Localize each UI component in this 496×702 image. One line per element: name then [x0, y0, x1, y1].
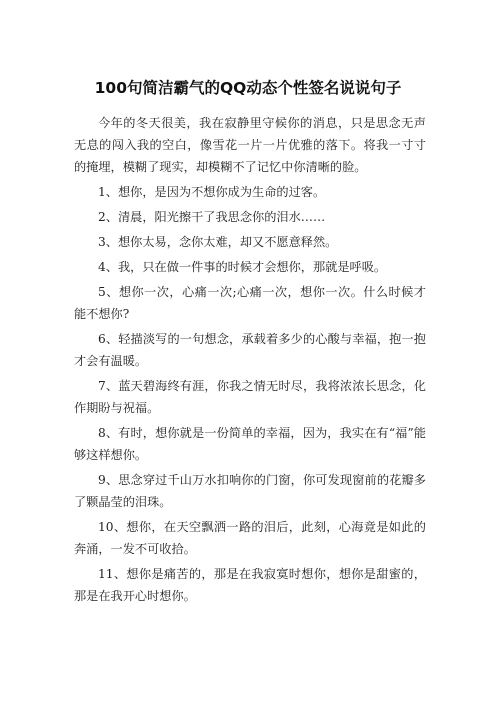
quote-paragraph: 2、清晨，阳光擦干了我思念你的泪水……	[98, 210, 326, 224]
quote-paragraph: 5、想你一次，心痛一次;心痛一次，想你一次。什么时候才能不想你?	[74, 285, 426, 321]
quote-paragraph: 10、想你，在天空飘洒一路的泪后，此刻，心海竟是如此的奔涌，一发不可收拾。	[74, 520, 426, 556]
document-body	[74, 112, 426, 610]
document-title: 100句简洁霸气的QQ动态个性签名说说句子	[94, 79, 402, 97]
quote-paragraph: 4、我，只在做一件事的时候才会想你，那就是呼吸。	[98, 260, 387, 274]
quote-paragraph: 1、想你，是因为不想你成为生命的过客。	[98, 185, 326, 199]
quote-paragraph: 9、思念穿过千山万水扣响你的门窗，你可发现窗前的花瓣多了颗晶莹的泪珠。	[74, 473, 426, 509]
quote-paragraph: 6、轻描淡写的一句想念，承载着多少的心酸与幸福，抱一抱才会有温暖。	[74, 332, 426, 368]
quote-paragraph: 7、蓝天碧海终有涯，你我之情无时尽，我将浓浓长思念，化作期盼与祝福。	[74, 379, 426, 415]
quote-paragraph: 3、想你太易，念你太难，却又不愿意释然。	[98, 235, 338, 249]
quote-paragraph: 8、有时，想你就是一份简单的幸福，因为，我实在有“福”能够这样想你。	[74, 426, 426, 462]
intro-paragraph: 今年的冬天很美，我在寂静里守候你的消息，只是思念无声无息的闯入我的空白，像雪花一片一片优雅的落下。将我一寸寸的掩埋，模糊了现实，却模糊不了记忆中你清晰的脸。	[74, 116, 426, 174]
quote-paragraph: 11、想你是痛苦的，那是在我寂寞时想你，想你是甜蜜的，那是在我开心时想你。	[74, 567, 426, 603]
